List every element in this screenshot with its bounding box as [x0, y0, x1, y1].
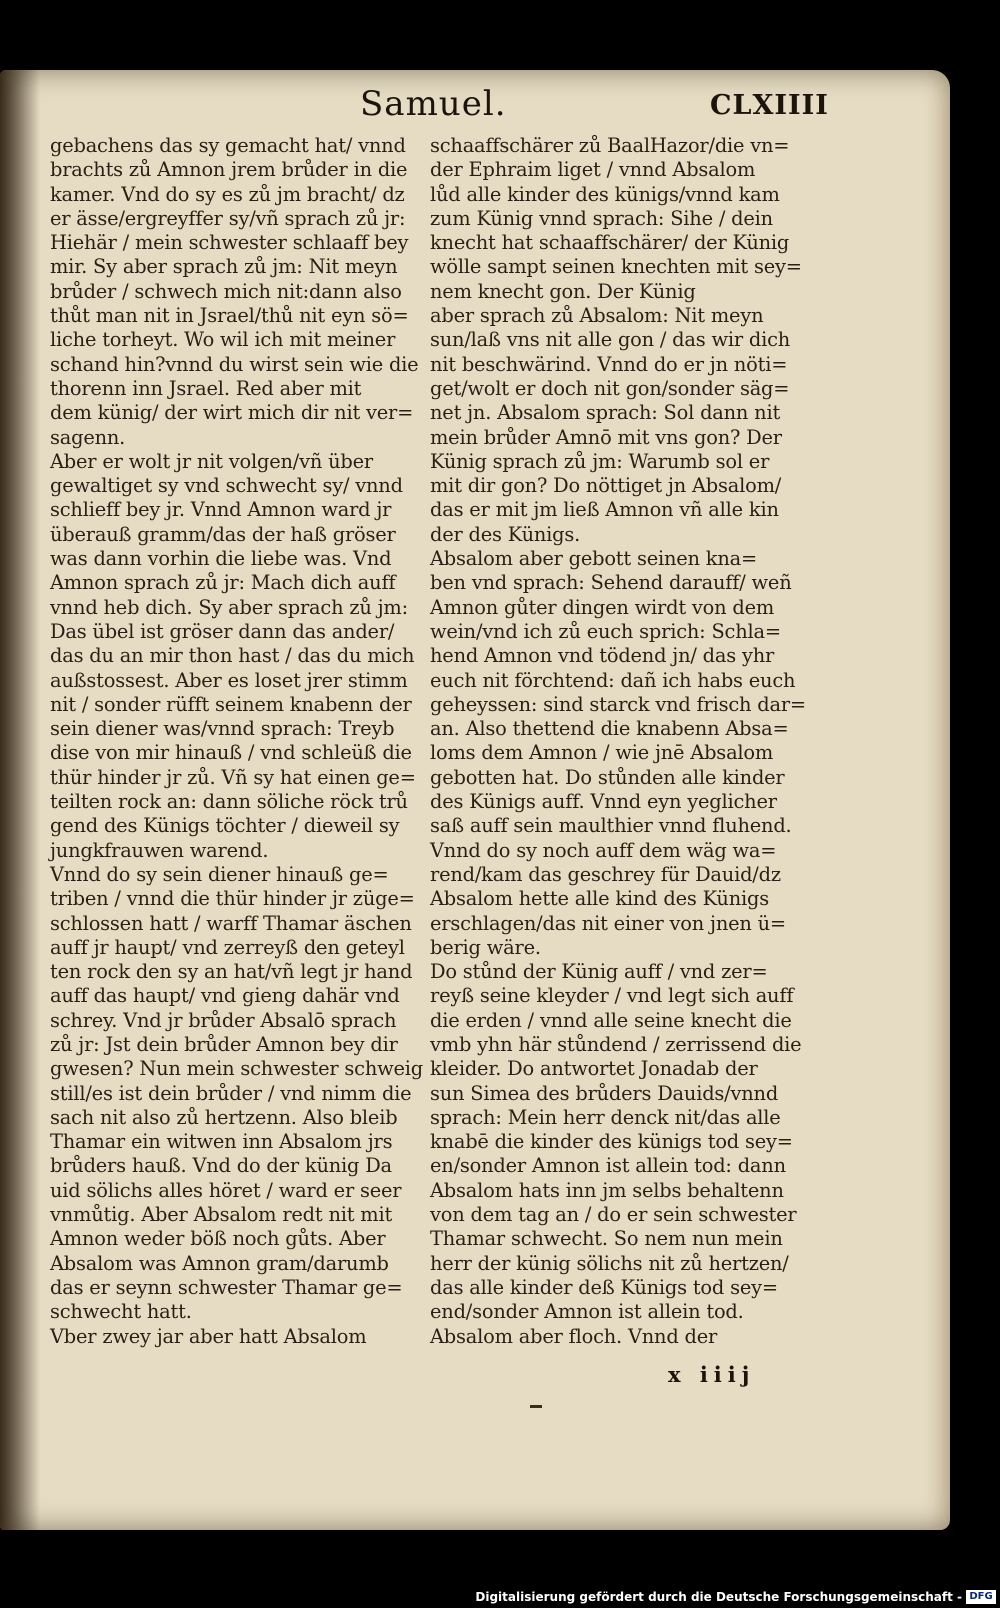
text-line: Aber er wolt jr nit volgen/vñ über: [50, 449, 373, 473]
text-line: knabē die kinder des künigs tod sey=: [430, 1130, 793, 1154]
text-line: Absalom aber gebott seinen kna=: [430, 547, 758, 571]
text-line: schrey. Vnd jr brůder Absalō sprach: [50, 1008, 397, 1032]
text-line: kleider. Do antwortet Jonadab der: [430, 1057, 758, 1081]
text-line: auff jr haupt/ vnd zerreyß den geteyl: [50, 935, 405, 959]
page-gutter-shadow: [0, 70, 40, 1530]
text-line: vnmůtig. Aber Absalom redt nit mit: [50, 1203, 393, 1227]
text-line: end/sonder Amnon ist allein tod.: [430, 1300, 744, 1324]
text-line: sein diener was/vnnd sprach: Treyb: [50, 717, 395, 741]
text-line: euch nit förchtend: dañ ich habs euch: [430, 668, 796, 692]
text-line: get/wolt er doch nit gon/sonder säg=: [430, 376, 790, 400]
text-line: brůder / schwech mich nit:dann also: [50, 279, 402, 303]
text-line: aber sprach zů Absalom: Nit meyn: [430, 304, 764, 328]
text-line: schlieff bey jr. Vnnd Amnon ward jr: [50, 498, 392, 522]
text-line: nit / sonder rüfft seinem knabenn der: [50, 692, 412, 716]
text-line: dise von mir hinauß / vnd schleüß die: [50, 741, 412, 765]
text-line: der des Künigs.: [430, 522, 581, 546]
text-line: herr der künig sölichs nit zů hertzen/: [430, 1251, 789, 1275]
text-line: vnnd heb dich. Sy aber sprach zů jm:: [50, 595, 408, 619]
text-line: erschlagen/das nit einer von jnen ü=: [430, 911, 786, 935]
text-line: thür hinder jr zů. Vñ sy hat einen ge=: [50, 765, 416, 789]
folio-number: CLXIIII: [710, 90, 829, 121]
text-line: Vnnd do sy sein diener hinauß ge=: [50, 862, 389, 886]
page-ornament-dash: [530, 1405, 542, 1408]
text-line: des Künigs auff. Vnnd eyn yeglicher: [430, 790, 777, 814]
text-line: uid sölichs alles höret / ward er seer: [50, 1178, 402, 1202]
text-line: außstossest. Aber es loset jrer stimm: [50, 668, 408, 692]
text-line: gebotten hat. Do stůnden alle kinder: [430, 765, 785, 789]
text-line: der Ephraim liget / vnnd Absalom: [430, 158, 756, 182]
text-line: Das übel ist gröser dann das ander/: [50, 619, 395, 643]
text-line: schlossen hatt / warff Thamar äschen: [50, 911, 412, 935]
text-line: gewaltiget sy vnd schwecht sy/ vnnd: [50, 474, 403, 498]
text-line: zů jr: Jst dein brůder Amnon bey dir: [50, 1032, 398, 1056]
text-line: Amnon sprach zů jr: Mach dich auff: [50, 571, 396, 595]
text-line: jungkfrauwen warend.: [50, 838, 269, 862]
text-line: gwesen? Nun mein schwester schweig: [50, 1057, 423, 1081]
text-line: liche torheyt. Wo wil ich mit meiner: [50, 328, 396, 352]
text-line: Vber zwey jar aber hatt Absalom: [50, 1324, 367, 1348]
text-line: Hiehär / mein schwester schlaaff bey: [50, 231, 409, 255]
text-line: ten rock den sy an hat/vñ legt jr hand: [50, 960, 413, 984]
text-line: an. Also thettend die knabenn Absa=: [430, 717, 789, 741]
text-line: das alle kinder deß Künigs tod sey=: [430, 1275, 778, 1299]
text-line: schand hin?vnnd du wirst sein wie die: [50, 352, 419, 376]
text-line: von dem tag an / do er sein schwester: [430, 1203, 797, 1227]
text-line: sagenn.: [50, 425, 126, 449]
running-head-title: Samuel.: [360, 84, 507, 124]
text-line: das er seynn schwester Thamar ge=: [50, 1275, 403, 1299]
right-text-column: [430, 134, 806, 1349]
text-line: loms dem Amnon / wie jnē Absalom: [430, 741, 774, 765]
signature-mark: x iiij: [668, 1362, 756, 1387]
text-line: dem künig/ der wirt mich dir nit ver=: [50, 401, 414, 425]
text-line: teilten rock an: dann söliche röck trů: [50, 790, 408, 814]
text-line: sach nit also zů hertzenn. Also bleib: [50, 1105, 398, 1129]
text-line: still/es ist dein brůder / vnd nimm die: [50, 1081, 412, 1105]
text-line: mein brůder Amnō mit vns gon? Der: [430, 425, 782, 449]
left-text-column: [50, 134, 423, 1349]
text-line: brachts zů Amnon jrem brůder in die: [50, 158, 408, 182]
text-line: gend des Künigs töchter / dieweil sy: [50, 814, 400, 838]
text-line: das du an mir thon hast / das du mich: [50, 644, 415, 668]
text-line: geheyssen: sind starck vnd frisch dar=: [430, 692, 806, 716]
text-line: sun/laß vns nit alle gon / das wir dich: [430, 328, 791, 352]
text-line: reyß seine kleyder / vnd legt sich auff: [430, 984, 794, 1008]
text-line: Amnon gůter dingen wirdt von dem: [430, 595, 775, 619]
text-line: berig wäre.: [430, 935, 541, 959]
text-line: knecht hat schaaffschärer/ der Künig: [430, 231, 790, 255]
text-line: Absalom hats inn jm selbs behaltenn: [430, 1178, 784, 1202]
text-line: überauß gramm/das der haß gröser: [50, 522, 396, 546]
text-line: mir. Sy aber sprach zů jm: Nit meyn: [50, 255, 398, 279]
text-line: auff das haupt/ vnd gieng dahär vnd: [50, 984, 400, 1008]
text-line: schwecht hatt.: [50, 1300, 192, 1324]
text-line: kamer. Vnd do sy es zů jm bracht/ dz: [50, 182, 405, 206]
text-line: Thamar ein witwen inn Absalom jrs: [50, 1130, 393, 1154]
text-line: Absalom hette alle kind des Künigs: [430, 887, 769, 911]
text-line: sun Simea des brůders Dauids/vnnd: [430, 1081, 779, 1105]
text-line: wein/vnd ich zů euch sprich: Schla=: [430, 619, 781, 643]
text-line: triben / vnnd die thür hinder jr züge=: [50, 887, 415, 911]
text-line: schaaffschärer zů BaalHazor/die vn=: [430, 134, 790, 157]
text-line: rend/kam das geschrey für Dauid/dz: [430, 862, 781, 886]
text-line: Künig sprach zů jm: Warumb sol er: [430, 449, 770, 473]
text-line: hend Amnon vnd tödend jn/ das yhr: [430, 644, 775, 668]
dfg-logo: DFG: [966, 1590, 996, 1604]
text-line: ben vnd sprach: Sehend darauff/ weñ: [430, 571, 792, 595]
text-line: thorenn inn Jsrael. Red aber mit: [50, 376, 362, 400]
text-line: nit beschwärind. Vnnd do er jn nöti=: [430, 352, 788, 376]
text-line: lůd alle kinder des künigs/vnnd kam: [430, 182, 780, 206]
book-page: [0, 70, 950, 1530]
text-line: saß auff sein maulthier vnnd fluhend.: [430, 814, 792, 838]
text-line: zum Künig vnnd sprach: Sihe / dein: [430, 206, 773, 230]
text-line: nem knecht gon. Der Künig: [430, 279, 696, 303]
text-line: die erden / vnnd alle seine knecht die: [430, 1008, 792, 1032]
digitization-credit: Digitalisierung gefördert durch die Deutsche Forschungsgemeinschaft -: [475, 1590, 962, 1604]
text-line: vmb yhn här stůndend / zerrissend die: [430, 1032, 802, 1056]
text-line: er ässe/ergreyffer sy/vñ sprach zů jr:: [50, 206, 406, 230]
text-line: sprach: Mein herr denck nit/das alle: [430, 1105, 781, 1129]
text-line: en/sonder Amnon ist allein tod: dann: [430, 1154, 786, 1178]
text-line: Do stůnd der Künig auff / vnd zer=: [430, 960, 768, 984]
text-line: Vnnd do sy noch auff dem wäg wa=: [430, 838, 777, 862]
text-line: was dann vorhin die liebe was. Vnd: [50, 547, 392, 571]
text-line: Thamar schwecht. So nem nun mein: [430, 1227, 783, 1251]
text-line: das er mit jm ließ Amnon vñ alle kin: [430, 498, 779, 522]
text-line: thůt man nit in Jsrael/thů nit eyn sö=: [50, 304, 409, 328]
text-line: Absalom aber floch. Vnnd der: [430, 1324, 718, 1348]
text-line: net jn. Absalom sprach: Sol dann nit: [430, 401, 781, 425]
text-line: wölle sampt seinen knechten mit sey=: [430, 255, 802, 279]
text-line: brůders hauß. Vnd do der künig Da: [50, 1154, 392, 1178]
text-line: mit dir gon? Do nöttiget jn Absalom/: [430, 474, 782, 498]
text-line: Amnon weder böß noch gůts. Aber: [50, 1227, 386, 1251]
text-line: gebachens das sy gemacht hat/ vnnd: [50, 134, 406, 157]
text-line: Absalom was Amnon gram/darumb: [50, 1251, 389, 1275]
